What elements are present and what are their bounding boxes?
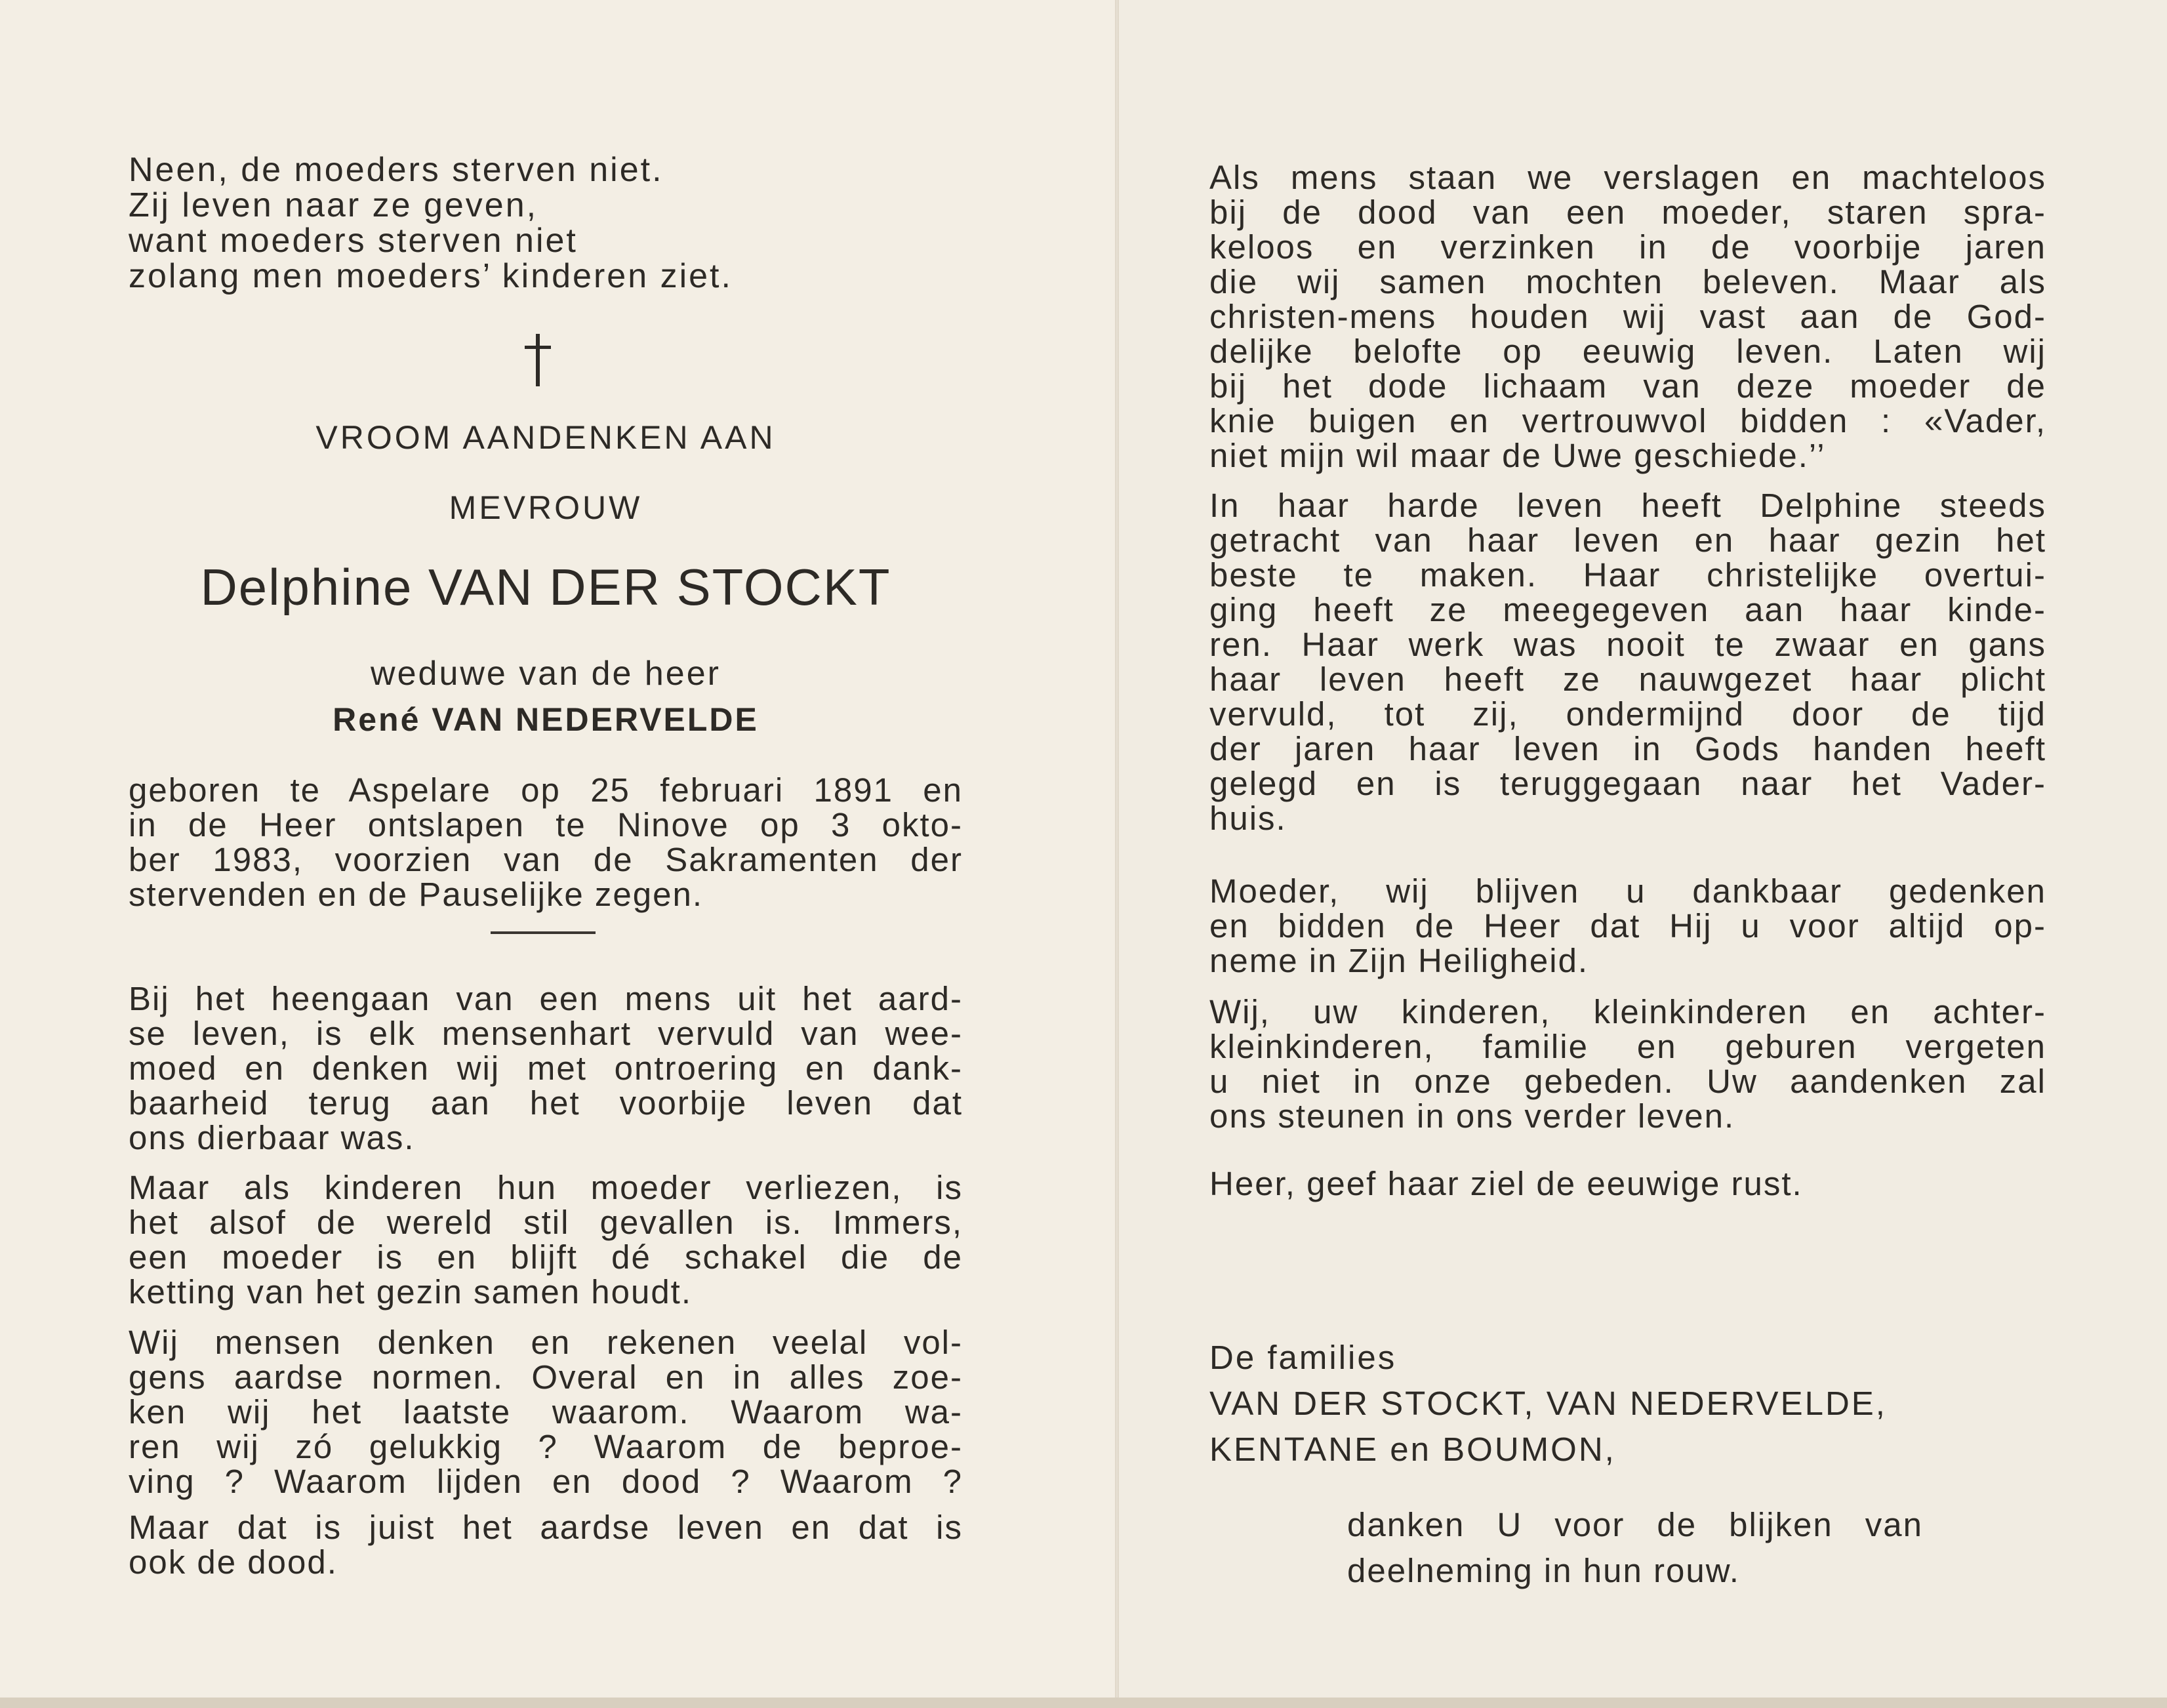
- left-paragraph: [129, 981, 963, 1155]
- text-line: ken wij het laatste waarom. Waarom wa-: [129, 1393, 963, 1431]
- memorial-heading: VROOM AANDENKEN AAN: [315, 419, 776, 456]
- text-line: bij de dood van een moeder, staren spra-: [1209, 193, 2046, 231]
- text-line: keloos en verzinken in de voorbije jaren: [1209, 228, 2046, 266]
- text-line: ren wij zó gelukkig ? Waarom de beproe-: [129, 1428, 963, 1465]
- card-fold: [1115, 0, 1119, 1708]
- text-line: Wij, uw kinderen, kleinkinderen en achter-: [1209, 993, 2046, 1030]
- text-line: Moeder, wij blijven u dankbaar gedenken: [1209, 872, 2046, 910]
- right-paragraph: [1209, 1166, 2046, 1201]
- poem: [129, 152, 948, 294]
- widow-line: weduwe van de heer: [371, 655, 721, 693]
- text-line: Wij mensen denken en rekenen veelal vol-: [129, 1324, 963, 1361]
- text-line: die wij samen mochten beleven. Maar als: [1209, 263, 2046, 300]
- text-line: ving ? Waarom lijden en dood ? Waarom ?: [129, 1463, 963, 1500]
- text-line: getracht van haar leven en haar gezin het: [1209, 521, 2046, 559]
- text-line: In haar harde leven heeft Delphine steeds: [1209, 487, 2046, 524]
- right-paragraph: [1209, 488, 2046, 836]
- text-line: en bidden de Heer dat Hij u voor altijd op-: [1209, 907, 2046, 945]
- text-line: christen-mens houden wij vast aan de God-: [1209, 298, 2046, 335]
- text-line: ber 1983, voorzien van de Sakramenten der: [129, 841, 963, 878]
- text-line: in de Heer ontslapen te Ninove op 3 okto-: [129, 806, 963, 844]
- text-line: huis.: [1209, 800, 1287, 837]
- right-paragraph: [1209, 994, 2046, 1133]
- title-mevrouw: MEVROUW: [449, 489, 643, 526]
- text-line: neme in Zijn Heiligheid.: [1209, 942, 1589, 979]
- text-line: Maar als kinderen hun moeder verliezen, is: [129, 1169, 963, 1206]
- left-paragraph: [129, 1325, 963, 1499]
- text-line: gens aardse normen. Overal en in alles zoe-: [129, 1358, 963, 1396]
- text-line: se leven, is elk mensenhart vervuld van wee-: [129, 1015, 963, 1052]
- text-line: beste te maken. Haar christelijke overtui-: [1209, 556, 2046, 594]
- family-names: VAN DER STOCKT, VAN NEDERVELDE,: [1209, 1385, 1887, 1422]
- text-line: kleinkinderen, familie en geburen vergeten: [1209, 1028, 2046, 1065]
- poem-line: Zij leven naar ze geven,: [129, 186, 538, 224]
- text-line: haar leven heeft ze nauwgezet haar plicht: [1209, 661, 2046, 698]
- cross-icon: [518, 331, 557, 388]
- text-line: danken U voor de blijken van: [1347, 1506, 1923, 1543]
- poem-line: zolang men moeders’ kinderen ziet.: [129, 257, 733, 295]
- text-line: deelneming in hun rouw.: [1347, 1552, 1740, 1589]
- poem-line: want moeders sterven niet: [129, 222, 578, 260]
- text-line: ons steunen in ons verder leven.: [1209, 1097, 1735, 1135]
- birth-death-details: [129, 773, 963, 912]
- text-line: ging heeft ze meegegeven aan haar kinde-: [1209, 591, 2046, 628]
- thanks-note: [1347, 1502, 1923, 1594]
- text-line: stervenden en de Pauselijke zegen.: [129, 876, 704, 913]
- right-paragraph: [1209, 874, 2046, 978]
- text-line: ketting van het gezin samen houdt.: [129, 1273, 693, 1311]
- text-line: gelegd en is teruggegaan naar het Vader-: [1209, 765, 2046, 802]
- left-paragraph: [129, 1170, 963, 1309]
- divider: [491, 931, 596, 934]
- text-line: geboren te Aspelare op 25 februari 1891 en: [129, 771, 963, 809]
- deceased-name: Delphine VAN DER STOCKT: [200, 558, 891, 616]
- left-paragraph: [129, 1510, 963, 1579]
- text-line: baarheid terug aan het voorbije leven dat: [129, 1084, 963, 1122]
- text-line: Bij het heengaan van een mens uit het aard-: [129, 980, 963, 1017]
- text-line: ren. Haar werk was nooit te zwaar en gans: [1209, 626, 2046, 663]
- text-line: knie buigen en vertrouwvol bidden : «Vader,: [1209, 402, 2046, 439]
- text-line: niet mijn wil maar de Uwe geschiede.’’: [1209, 437, 1826, 474]
- text-line: ons dierbaar was.: [129, 1119, 415, 1156]
- text-line: bij het dode lichaam van deze moeder de: [1209, 367, 2046, 405]
- text-line: delijke belofte op eeuwig leven. Laten wij: [1209, 333, 2046, 370]
- text-line: Heer, geef haar ziel de eeuwige rust.: [1209, 1165, 1803, 1202]
- text-line: u niet in onze gebeden. Uw aandenken zal: [1209, 1063, 2046, 1100]
- text-line: moed en denken wij met ontroering en dank-: [129, 1049, 963, 1087]
- text-line: ook de dood.: [129, 1543, 338, 1581]
- text-line: Maar dat is juist het aardse leven en dat is: [129, 1509, 963, 1546]
- card-bottom-edge: [0, 1698, 2167, 1708]
- text-line: Als mens staan we verslagen en machteloos: [1209, 159, 2046, 196]
- poem-line: Neen, de moeders sterven niet.: [129, 151, 664, 189]
- right-paragraph: [1209, 160, 2046, 473]
- husband-name: René VAN NEDERVELDE: [333, 701, 759, 738]
- text-line: der jaren haar leven in Gods handen heeft: [1209, 730, 2046, 767]
- family-names: KENTANE en BOUMON,: [1209, 1431, 1616, 1468]
- text-line: een moeder is en blijft dé schakel die de: [129, 1238, 963, 1276]
- text-line: het alsof de wereld stil gevallen is. Immers,: [129, 1204, 963, 1241]
- families-heading: De families: [1209, 1339, 1397, 1376]
- text-line: vervuld, tot zij, ondermijnd door de tijd: [1209, 695, 2046, 733]
